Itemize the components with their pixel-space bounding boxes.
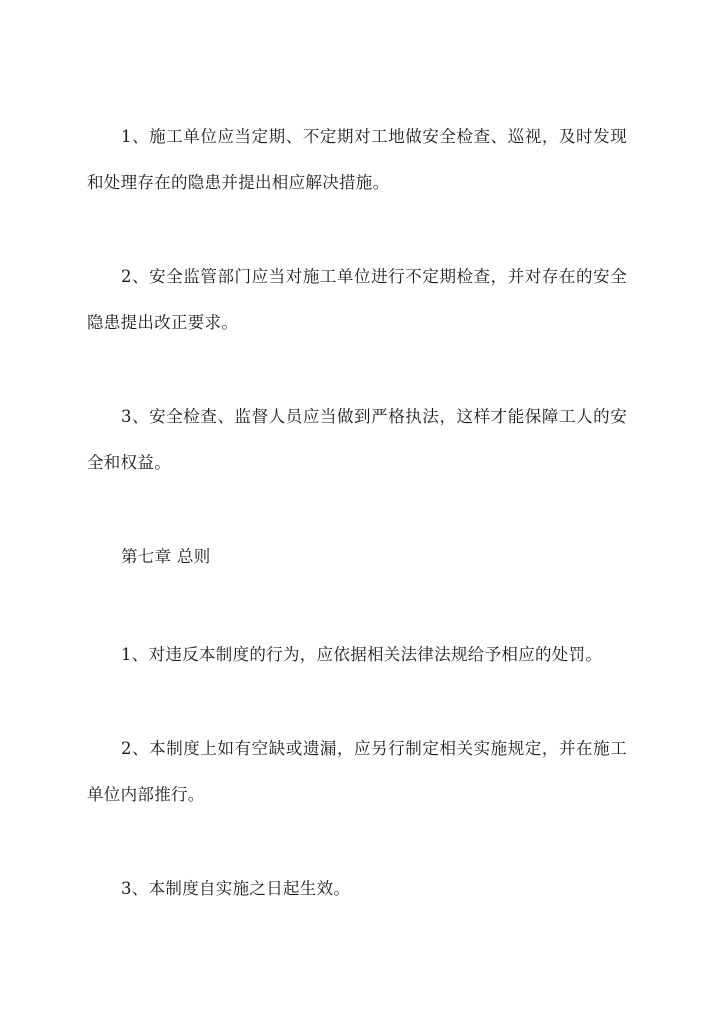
section6-item-1 bbox=[87, 114, 627, 206]
section6-item-2-line-1: 2、安全监管部门应当对施工单位进行不定期检查，并对存在的安全 bbox=[121, 267, 627, 286]
chapter7-item-2-line-1: 2、本制度上如有空缺或遗漏，应另行制定相关实施规定，并在施工 bbox=[121, 739, 627, 758]
section6-item-3-line-1: 3、安全检查、监督人员应当做到严格执法，这样才能保障工人的安 bbox=[121, 407, 627, 426]
section6-item-1-line-2: 和处理存在的隐患并提出相应解决措施。 bbox=[87, 173, 390, 192]
section6-item-3-line-2: 全和权益。 bbox=[87, 453, 171, 472]
section6-item-2 bbox=[87, 254, 627, 346]
section6-item-1-line-1: 1、施工单位应当定期、不定期对工地做安全检查、巡视，及时发现 bbox=[121, 127, 627, 146]
chapter7-item-1: 1、对违反本制度的行为，应依据相关法律法规给予相应的处罚。 bbox=[121, 645, 603, 664]
chapter7-item-2-line-2: 单位内部推行。 bbox=[87, 785, 205, 804]
section6-item-2-line-2: 隐患提出改正要求。 bbox=[87, 313, 239, 332]
chapter7-item-2 bbox=[87, 726, 627, 818]
section6-item-3 bbox=[87, 394, 627, 486]
chapter7-item-3: 3、本制度自实施之日起生效。 bbox=[121, 879, 351, 898]
chapter-7-heading: 第七章 总则 bbox=[121, 547, 211, 566]
